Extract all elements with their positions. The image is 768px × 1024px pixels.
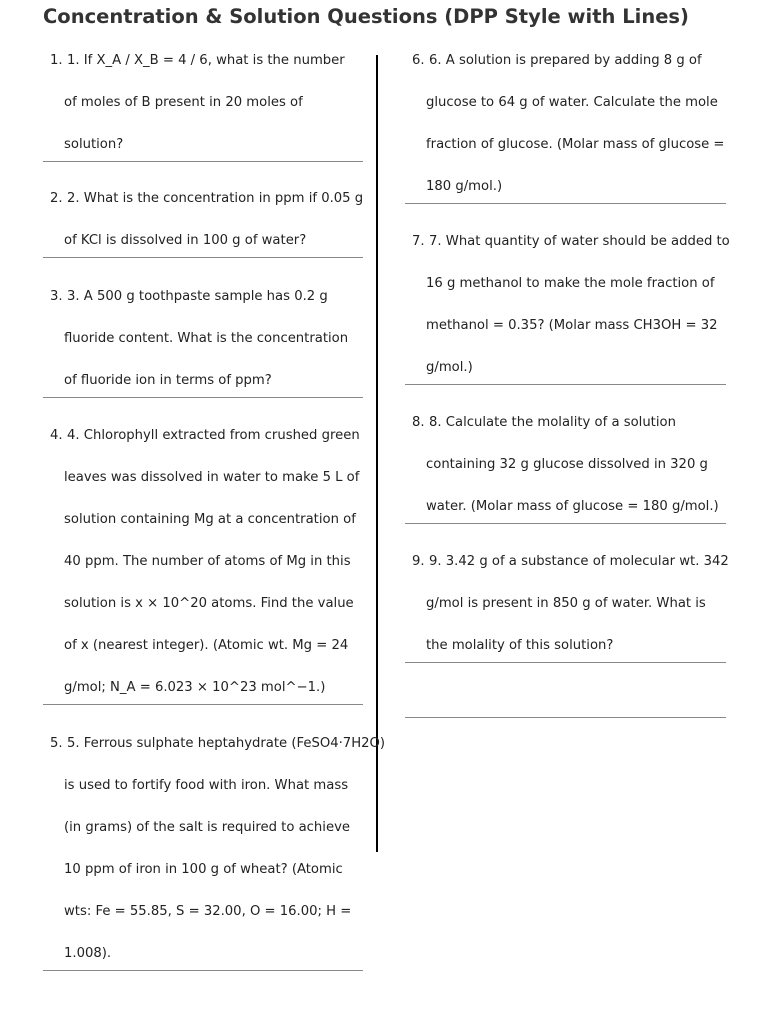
answer-line — [43, 704, 363, 705]
question-text-line: 2. What is the concentration in ppm if 0.05 g — [67, 191, 364, 206]
question-text-line: solution? — [64, 137, 124, 152]
question-text-line: 9. 3.42 g of a substance of molecular wt. 342 — [429, 554, 729, 569]
question-text-line: 1.008). — [64, 946, 112, 961]
question-text-line: 1. If X_A / X_B = 4 / 6, what is the number — [67, 53, 345, 68]
question-text-line: 16 g methanol to make the mole fraction of — [426, 276, 715, 291]
answer-line — [405, 662, 726, 663]
answer-line — [405, 203, 726, 204]
question-text-line: solution is x × 10^20 atoms. Find the value — [64, 596, 354, 611]
question-text-line: glucose to 64 g of water. Calculate the mole — [426, 95, 718, 110]
question-text-line: 40 ppm. The number of atoms of Mg in this — [64, 554, 351, 569]
column-divider — [376, 55, 378, 852]
question-text-line: g/mol is present in 850 g of water. What is — [426, 596, 706, 611]
question-text-line: of fluoride ion in terms of ppm? — [64, 373, 272, 388]
question-text-line: 5. Ferrous sulphate heptahydrate (FeSO4·7H2O) — [67, 736, 386, 751]
answer-line — [43, 397, 363, 398]
question-text-line: is used to fortify food with iron. What mass — [64, 778, 349, 793]
answer-line-blank — [405, 717, 726, 718]
question-text-line: 180 g/mol.) — [426, 179, 503, 194]
question-text-line: of x (nearest integer). (Atomic wt. Mg = 24 — [64, 638, 349, 653]
question-text-line: of KCl is dissolved in 100 g of water? — [64, 233, 307, 248]
question-text-line: fraction of glucose. (Molar mass of glucose = — [426, 137, 725, 152]
question-text-line: leaves was dissolved in water to make 5 L of — [64, 470, 360, 485]
question-number: 5. — [50, 736, 63, 751]
answer-line — [405, 384, 726, 385]
question-text-line: g/mol; N_A = 6.023 × 10^23 mol^−1.) — [64, 680, 326, 695]
question-text-line: (in grams) of the salt is required to achieve — [64, 820, 350, 835]
answer-line — [43, 970, 363, 971]
question-text-line: fluoride content. What is the concentration — [64, 331, 349, 346]
answer-line — [405, 523, 726, 524]
question-number: 9. — [412, 554, 425, 569]
question-text-line: methanol = 0.35? (Molar mass CH3OH = 32 — [426, 318, 718, 333]
question-text-line: 4. Chlorophyll extracted from crushed green — [67, 428, 360, 443]
question-text-line: g/mol.) — [426, 360, 473, 375]
question-text-line: the molality of this solution? — [426, 638, 614, 653]
question-text-line: water. (Molar mass of glucose = 180 g/mol.) — [426, 499, 719, 514]
question-text-line: 3. A 500 g toothpaste sample has 0.2 g — [67, 289, 328, 304]
question-text-line: wts: Fe = 55.85, S = 32.00, O = 16.00; H = — [64, 904, 352, 919]
question-text-line: 6. A solution is prepared by adding 8 g of — [429, 53, 702, 68]
question-text-line: of moles of B present in 20 moles of — [64, 95, 303, 110]
question-number: 3. — [50, 289, 63, 304]
answer-line — [43, 257, 363, 258]
question-text-line: solution containing Mg at a concentration of — [64, 512, 356, 527]
page-title: Concentration & Solution Questions (DPP Style with Lines) — [43, 5, 689, 28]
question-number: 6. — [412, 53, 425, 68]
question-number: 4. — [50, 428, 63, 443]
question-text-line: 7. What quantity of water should be added to — [429, 234, 730, 249]
question-number: 2. — [50, 191, 63, 206]
question-number: 1. — [50, 53, 63, 68]
answer-line — [43, 161, 363, 162]
question-text-line: 8. Calculate the molality of a solution — [429, 415, 676, 430]
question-text-line: 10 ppm of iron in 100 g of wheat? (Atomic — [64, 862, 343, 877]
question-number: 8. — [412, 415, 425, 430]
question-text-line: containing 32 g glucose dissolved in 320 g — [426, 457, 708, 472]
question-number: 7. — [412, 234, 425, 249]
